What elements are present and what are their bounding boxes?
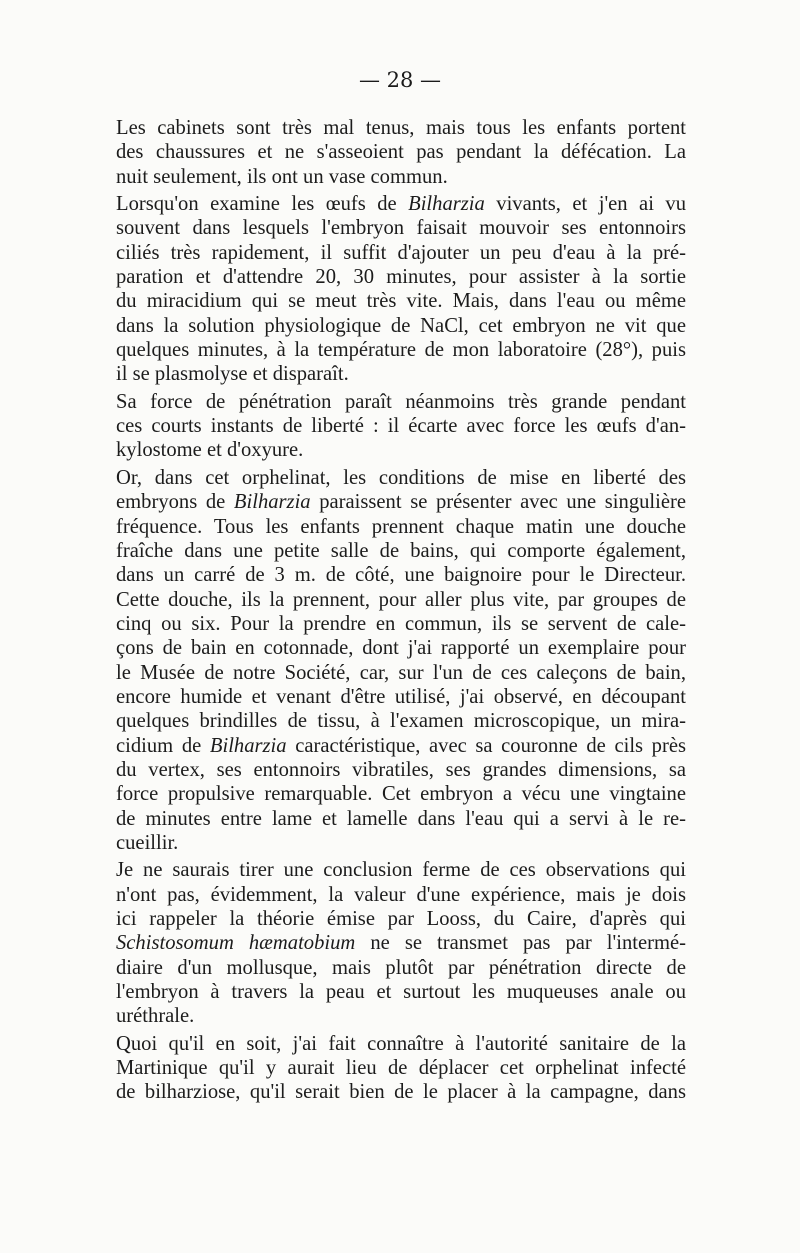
text-line: embryons de Bilharzia paraissent se présenter avec une singulière (116, 491, 686, 514)
text-line: fraîche dans une petite salle de bains, qui comporte également, (116, 539, 686, 562)
text-line: des chaussures et ne s'asseoient pas pendant la défécation. La (116, 141, 686, 164)
text-line: ces courts instants de liberté : il écarte avec force les œufs d'an- (116, 415, 686, 438)
text-line: n'ont pas, évidemment, la valeur d'une expérience, mais je dois (116, 883, 686, 906)
text-line: il se plasmolyse et disparaît. (116, 363, 349, 386)
text-line: encore humide et venant d'être utilisé, j'ai observé, en découpant (116, 685, 686, 708)
text-line: nuit seulement, ils ont un vase commun. (116, 165, 448, 188)
text-line: Les cabinets sont très mal tenus, mais tous les enfants portent (116, 117, 686, 139)
text-line: du miracidium qui se meut très vite. Mais, dans l'eau ou même (116, 290, 686, 313)
paragraph-5 (116, 858, 686, 1028)
text-line: cueillir. (116, 831, 179, 854)
text-line: quelques brindilles de tissu, à l'examen microscopique, un mira- (116, 710, 686, 733)
text-line: dans la solution physiologique de NaCl, cet embryon ne vit que (116, 314, 686, 337)
text-line: souvent dans lesquels l'embryon faisait mouvoir ses entonnoirs (116, 217, 686, 240)
text-line: du vertex, ses entonnoirs vibratiles, ses grandes dimensions, sa (116, 758, 686, 781)
paragraph-6 (116, 1032, 686, 1105)
body-text (116, 116, 686, 1108)
text-line: Lorsqu'on examine les œufs de Bilharzia vivants, et j'en ai vu (116, 193, 686, 216)
text-line: Cette douche, ils la prennent, pour aller plus vite, par groupes de (116, 588, 686, 611)
text-line: l'embryon à travers la peau et surtout les muqueuses anale ou (116, 981, 686, 1004)
text-line: cinq ou six. Pour la prendre en commun, ils se servent de cale- (116, 612, 686, 635)
text-line: Schistosomum hæmatobium ne se transmet pas par l'intermé- (116, 932, 686, 955)
text-line: cidium de Bilharzia caractéristique, avec sa couronne de cils près (116, 734, 686, 757)
page-number: — 28 — (358, 68, 442, 92)
paragraph-3 (116, 390, 686, 463)
text-line: de bilharziose, qu'il serait bien de le placer à la campagne, dans (116, 1081, 686, 1104)
text-line: quelques minutes, à la température de mon laboratoire (28°), puis (116, 339, 686, 362)
text-line: diaire d'un mollusque, mais plutôt par pénétration directe de (116, 956, 686, 979)
paragraph-2 (116, 192, 686, 387)
text-line: paration et d'attendre 20, 30 minutes, pour assister à la sortie (116, 266, 686, 289)
text-line: le Musée de notre Société, car, sur l'un de ces caleçons de bain, (116, 661, 686, 684)
text-line: Or, dans cet orphelinat, les conditions de mise en liberté des (116, 466, 686, 489)
text-line: ici rappeler la théorie émise par Looss, du Caire, d'après qui (116, 908, 686, 930)
text-line: Je ne saurais tirer une conclusion ferme de ces observations qui (116, 859, 686, 882)
text-line: uréthrale. (116, 1005, 195, 1028)
paragraph-1 (116, 116, 686, 189)
text-line: kylostome et d'oxyure. (116, 439, 304, 462)
text-line: Sa force de pénétration paraît néanmoins très grande pendant (116, 390, 686, 413)
text-line: dans un carré de 3 m. de côté, une baignoire pour le Directeur. (116, 564, 686, 587)
text-line: fréquence. Tous les enfants prennent chaque matin une douche (116, 515, 686, 538)
text-line: Quoi qu'il en soit, j'ai fait connaître à l'autorité sanitaire de la (116, 1032, 686, 1055)
text-line: ciliés très rapidement, il suffit d'ajouter un peu d'eau à la pré- (116, 241, 686, 264)
text-line: Martinique qu'il y aurait lieu de déplacer cet orphelinat infecté (116, 1057, 686, 1080)
text-line: çons de bain en cotonnade, dont j'ai rapporté un exemplaire pour (116, 637, 686, 660)
paragraph-4 (116, 466, 686, 856)
text-line: force propulsive remarquable. Cet embryon a vécu une vingtaine (116, 783, 686, 806)
text-line: de minutes entre lame et lamelle dans l'eau qui a servi à le re- (116, 807, 686, 830)
